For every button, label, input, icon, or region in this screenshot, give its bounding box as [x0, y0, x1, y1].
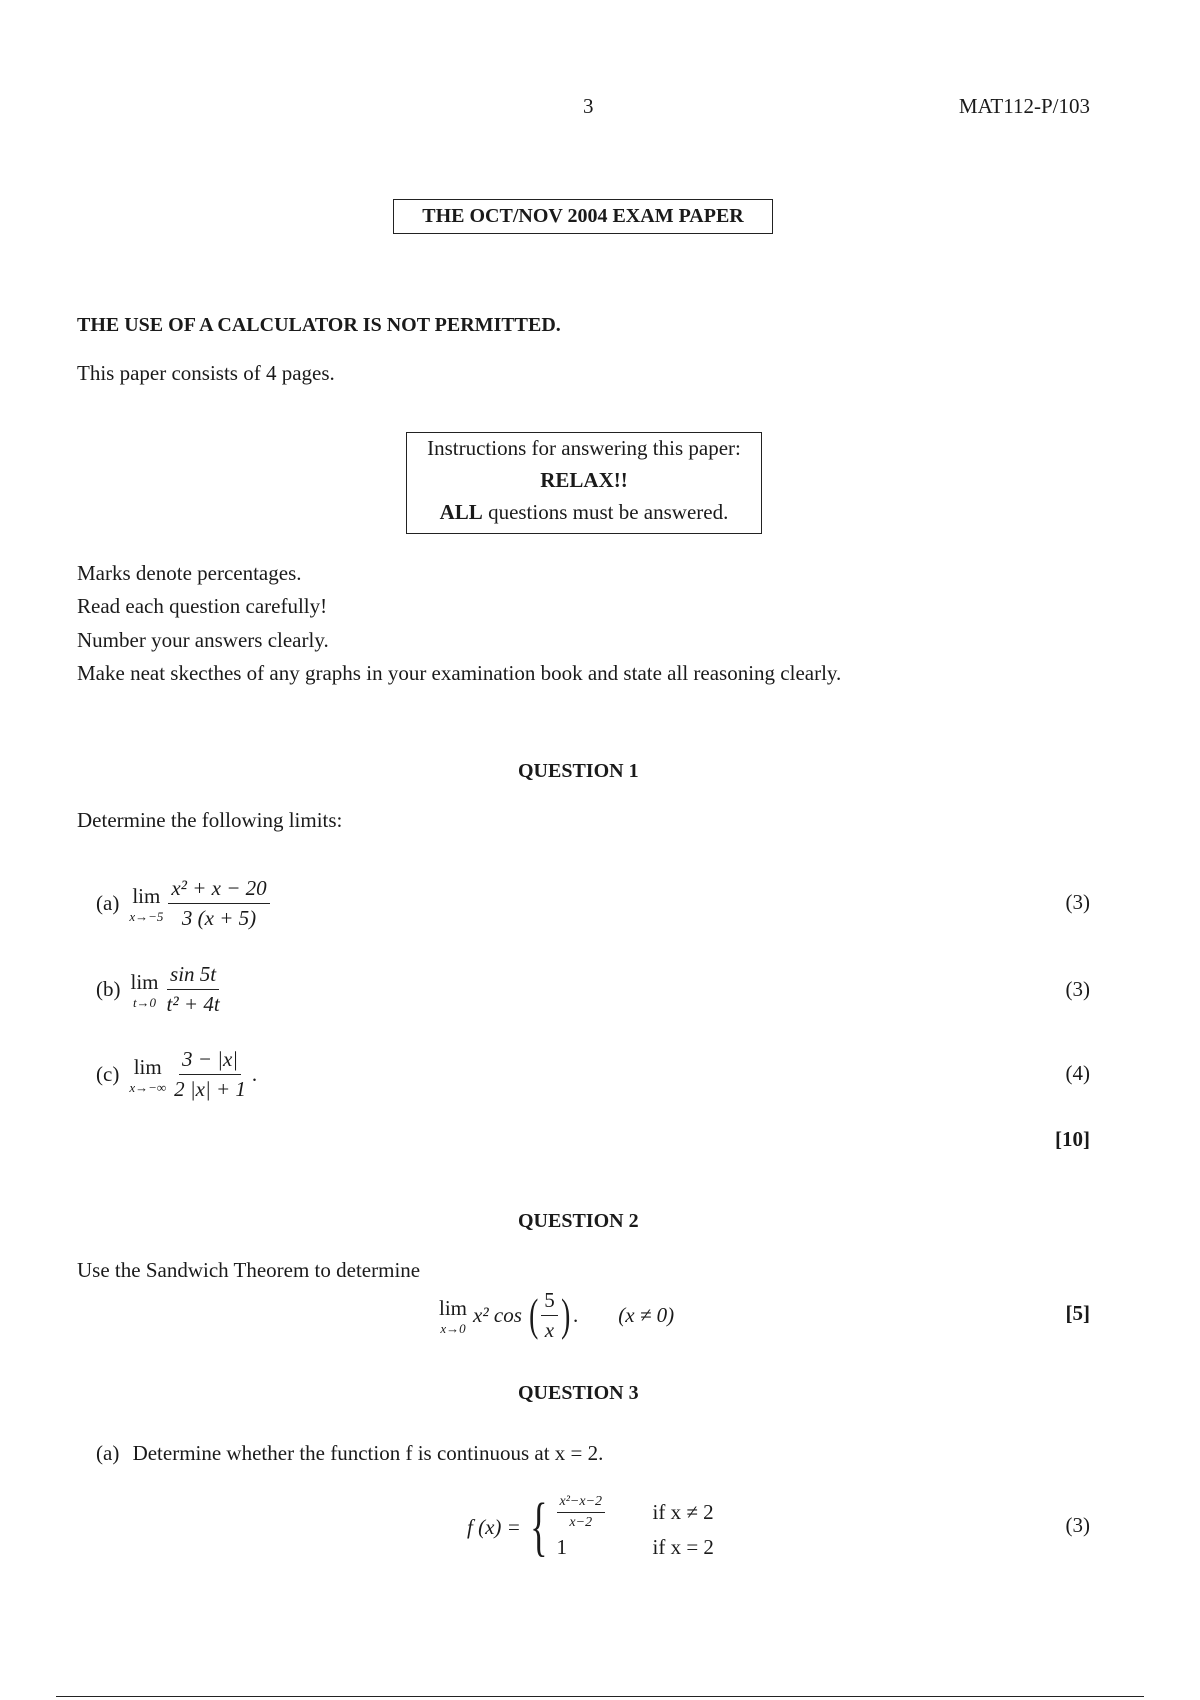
- q3-case1-den: x−2: [569, 1515, 593, 1530]
- instructions-box: [406, 432, 762, 534]
- q2-expr: x² cos: [473, 1302, 522, 1327]
- q1c-lim-sub: x→−∞: [129, 1079, 167, 1095]
- q1b-lim-word: lim: [130, 969, 159, 994]
- q1c-marks: (4): [1065, 1061, 1090, 1085]
- q2-frac-num: 5: [541, 1288, 558, 1315]
- pages-notice: This paper consists of 4 pages.: [77, 361, 335, 385]
- q1a-limit: [129, 884, 163, 923]
- page-number: 3: [583, 94, 594, 118]
- q3-brace: {: [529, 1490, 548, 1563]
- note-marks: Marks denote percentages.: [77, 561, 302, 585]
- q2-expression: [439, 1284, 674, 1346]
- q1b-fraction: [164, 962, 223, 1015]
- q1a-marks: (3): [1065, 890, 1090, 914]
- instructions-line1: Instructions for answering this paper:: [427, 436, 741, 460]
- exam-title: THE OCT/NOV 2004 EXAM PAPER: [422, 205, 744, 227]
- q1c-label: (c): [96, 1061, 120, 1086]
- question2-intro: Use the Sandwich Theorem to determine: [77, 1258, 421, 1282]
- q1c-limit: [129, 1055, 166, 1094]
- q2-total: [5]: [1065, 1301, 1090, 1325]
- q3a-marks: (3): [1065, 1513, 1090, 1537]
- instructions-line2: RELAX!!: [540, 468, 628, 493]
- note-read: Read each question carefully!: [77, 594, 328, 618]
- q3-case2-cond: if x = 2: [652, 1535, 714, 1560]
- q2-fraction: [541, 1288, 558, 1341]
- q2-lim-sub: x→0: [440, 1320, 466, 1336]
- q1c-fraction: [171, 1047, 249, 1100]
- q1a-denominator: 3 (x + 5): [181, 905, 257, 930]
- page-footer-rule: [56, 1696, 1144, 1697]
- q1b-lim-sub: t→0: [132, 994, 157, 1010]
- question1-heading: QUESTION 1: [518, 760, 639, 782]
- q2-close-paren: ): [560, 1289, 570, 1341]
- q1-total: [10]: [1055, 1127, 1090, 1151]
- instructions-rest: questions must be answered.: [482, 500, 729, 525]
- q1a-numerator: x² + x − 20: [168, 876, 269, 903]
- q3-case1-num: x²−x−2: [557, 1494, 606, 1513]
- q2-open-paren: (: [528, 1289, 539, 1341]
- question1-intro: Determine the following limits:: [77, 808, 343, 832]
- q2-trailing: .: [573, 1302, 579, 1327]
- q3-piecewise: [467, 1488, 714, 1566]
- q1-part-c: [96, 1043, 257, 1105]
- q1-part-b: [96, 958, 226, 1020]
- q2-condition: (x ≠ 0): [618, 1302, 675, 1327]
- note-number: Number your answers clearly.: [77, 628, 329, 652]
- instructions-line3: [407, 500, 761, 525]
- q1a-lim-word: lim: [132, 883, 161, 908]
- q1c-lim-word: lim: [133, 1054, 162, 1079]
- q1c-trailing: .: [251, 1061, 258, 1086]
- question3-heading: QUESTION 3: [518, 1382, 639, 1404]
- q1b-numerator: sin 5t: [167, 962, 219, 989]
- q1c-numerator: 3 − |x|: [179, 1047, 241, 1074]
- q3-case2-value: 1: [556, 1535, 567, 1560]
- q1b-limit: [131, 970, 159, 1009]
- q1a-lim-sub: x→−5: [129, 908, 164, 924]
- q3a-label: (a): [96, 1441, 120, 1465]
- instructions-all: ALL: [439, 500, 483, 525]
- q1-part-a: [96, 872, 273, 934]
- q1b-label: (b): [96, 976, 121, 1001]
- question2-heading: QUESTION 2: [518, 1210, 639, 1232]
- title-box: [393, 199, 773, 234]
- q3-case1-cond: if x ≠ 2: [652, 1500, 714, 1524]
- q1b-marks: (3): [1065, 977, 1090, 1001]
- q2-limit: [439, 1296, 467, 1335]
- q3a-text: Determine whether the function f is continuous at x = 2.: [132, 1441, 604, 1465]
- q3-part-a: [96, 1441, 603, 1466]
- q3-func-lhs: f (x) =: [467, 1514, 521, 1539]
- calculator-notice: THE USE OF A CALCULATOR IS NOT PERMITTED.: [77, 314, 561, 336]
- q3-case1-value: [557, 1494, 606, 1531]
- q1c-denominator: 2 |x| + 1: [174, 1076, 246, 1101]
- q1a-label: (a): [96, 890, 120, 915]
- q1a-fraction: [168, 876, 269, 929]
- q2-lim-word: lim: [439, 1295, 468, 1320]
- note-sketches: Make neat skecthes of any graphs in your examination book and state all reasoning clearly.: [77, 661, 842, 685]
- q3-cases: [557, 1494, 714, 1560]
- course-code: MAT112-P/103: [958, 94, 1090, 118]
- q1b-denominator: t² + 4t: [166, 991, 220, 1016]
- q2-frac-den: x: [544, 1317, 555, 1342]
